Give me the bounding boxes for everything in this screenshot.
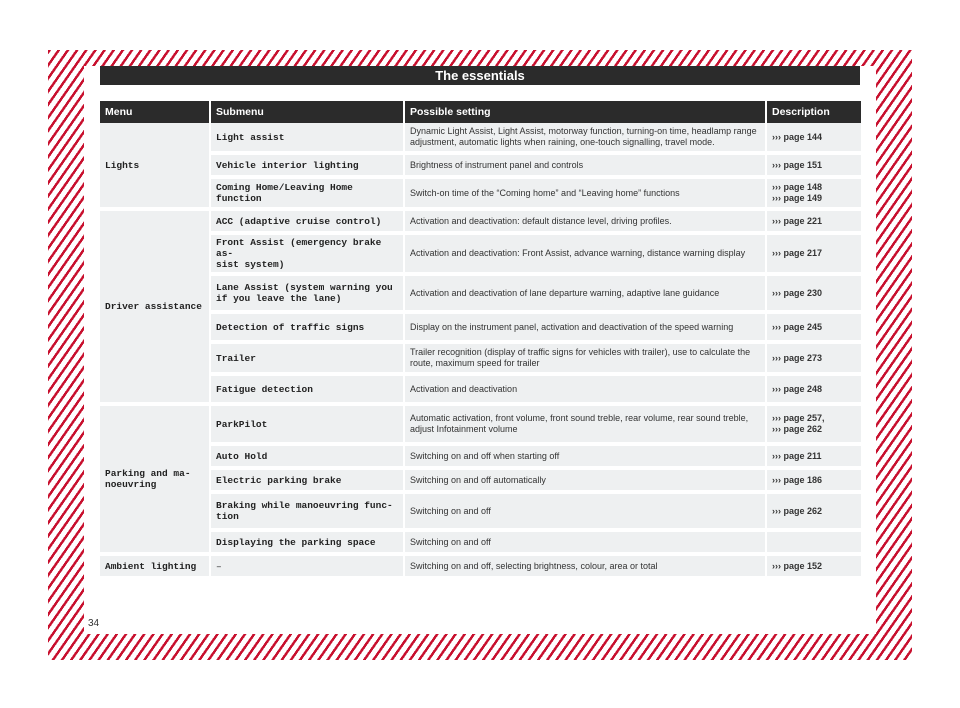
menu-cell-ambient-lighting: Ambient lighting — [100, 554, 210, 578]
page-reference-link[interactable]: ››› page 273 — [766, 342, 861, 374]
page-number: 34 — [88, 618, 100, 629]
table-row — [100, 444, 861, 468]
page-title: The essentials — [100, 66, 860, 85]
column-header-submenu: Submenu — [210, 101, 404, 123]
submenu-cell: Coming Home/Leaving Home function — [210, 177, 404, 209]
setting-cell: Trailer recognition (display of traffic signs for vehicles with trailer), use to calculate the route, maximum speed for trailer — [404, 342, 766, 374]
table-row — [100, 342, 861, 374]
setting-cell: Activation and deactivation: Front Assist, advance warning, distance warning display — [404, 233, 766, 274]
submenu-cell: ACC (adaptive cruise control) — [210, 209, 404, 233]
table-row — [100, 209, 861, 233]
page-reference-link[interactable]: ››› page 211 — [766, 444, 861, 468]
submenu-cell: Auto Hold — [210, 444, 404, 468]
page-reference-link[interactable]: ››› page 262 — [766, 492, 861, 530]
table-row — [100, 374, 861, 404]
table-row — [100, 554, 861, 578]
table-row — [100, 530, 861, 554]
page-reference-link[interactable]: ››› page 221 — [766, 209, 861, 233]
setting-cell: Switching on and off automatically — [404, 468, 766, 492]
column-header-menu: Menu — [100, 101, 210, 123]
page-reference-link[interactable]: ››› page 151 — [766, 153, 861, 177]
page-reference-link[interactable]: ››› page 217 — [766, 233, 861, 274]
submenu-cell: ParkPilot — [210, 404, 404, 444]
table-row — [100, 177, 861, 209]
setting-cell: Activation and deactivation of lane departure warning, adaptive lane guidance — [404, 274, 766, 312]
submenu-cell: – — [210, 554, 404, 578]
page-reference-link[interactable]: ››› page 144 — [766, 123, 861, 153]
table-row — [100, 492, 861, 530]
setting-cell: Activation and deactivation — [404, 374, 766, 404]
table-row — [100, 404, 861, 444]
menu-cell-driver-assistance: Driver assistance — [100, 209, 210, 404]
column-header-description: Description — [766, 101, 861, 123]
table-row — [100, 123, 861, 153]
page-reference-link[interactable]: ››› page 230 — [766, 274, 861, 312]
table-header-row — [100, 101, 861, 123]
column-header-setting: Possible setting — [404, 101, 766, 123]
menu-cell-parking: Parking and ma- noeuvring — [100, 404, 210, 554]
page-reference-link[interactable]: ››› page 152 — [766, 554, 861, 578]
page-content — [84, 66, 876, 634]
setting-cell: Switch-on time of the “Coming home” and “Leaving home” functions — [404, 177, 766, 209]
table-row — [100, 274, 861, 312]
submenu-cell: Detection of traffic signs — [210, 312, 404, 342]
submenu-cell: Light assist — [210, 123, 404, 153]
submenu-cell: Lane Assist (system warning you if you leave the lane) — [210, 274, 404, 312]
setting-cell: Switching on and off — [404, 492, 766, 530]
table-row — [100, 468, 861, 492]
page-reference-link — [766, 530, 861, 554]
page-reference-link[interactable]: ››› page 148 ››› page 149 — [766, 177, 861, 209]
submenu-cell: Electric parking brake — [210, 468, 404, 492]
submenu-cell: Front Assist (emergency brake as- sist system) — [210, 233, 404, 274]
table-row — [100, 312, 861, 342]
page-reference-link[interactable]: ››› page 248 — [766, 374, 861, 404]
setting-cell: Switching on and off when starting off — [404, 444, 766, 468]
setting-cell: Automatic activation, front volume, front sound treble, rear volume, rear sound treble, adjust Infotainment volume — [404, 404, 766, 444]
setting-cell: Activation and deactivation: default distance level, driving profiles. — [404, 209, 766, 233]
setting-cell: Brightness of instrument panel and controls — [404, 153, 766, 177]
setting-cell: Switching on and off — [404, 530, 766, 554]
page-reference-link[interactable]: ››› page 186 — [766, 468, 861, 492]
setting-cell: Display on the instrument panel, activation and deactivation of the speed warning — [404, 312, 766, 342]
page-reference-link[interactable]: ››› page 245 — [766, 312, 861, 342]
submenu-cell: Trailer — [210, 342, 404, 374]
page-reference-link[interactable]: ››› page 257, ››› page 262 — [766, 404, 861, 444]
setting-cell: Dynamic Light Assist, Light Assist, motorway function, turning-on time, headlamp range adjustment, automatic lights when raining, one-touch signalling, travel mode. — [404, 123, 766, 153]
table-row — [100, 233, 861, 274]
settings-table — [100, 101, 861, 580]
submenu-cell: Vehicle interior lighting — [210, 153, 404, 177]
submenu-cell: Fatigue detection — [210, 374, 404, 404]
submenu-cell: Braking while manoeuvring func- tion — [210, 492, 404, 530]
table-row — [100, 153, 861, 177]
submenu-cell: Displaying the parking space — [210, 530, 404, 554]
setting-cell: Switching on and off, selecting brightness, colour, area or total — [404, 554, 766, 578]
menu-cell-lights: Lights — [100, 123, 210, 209]
